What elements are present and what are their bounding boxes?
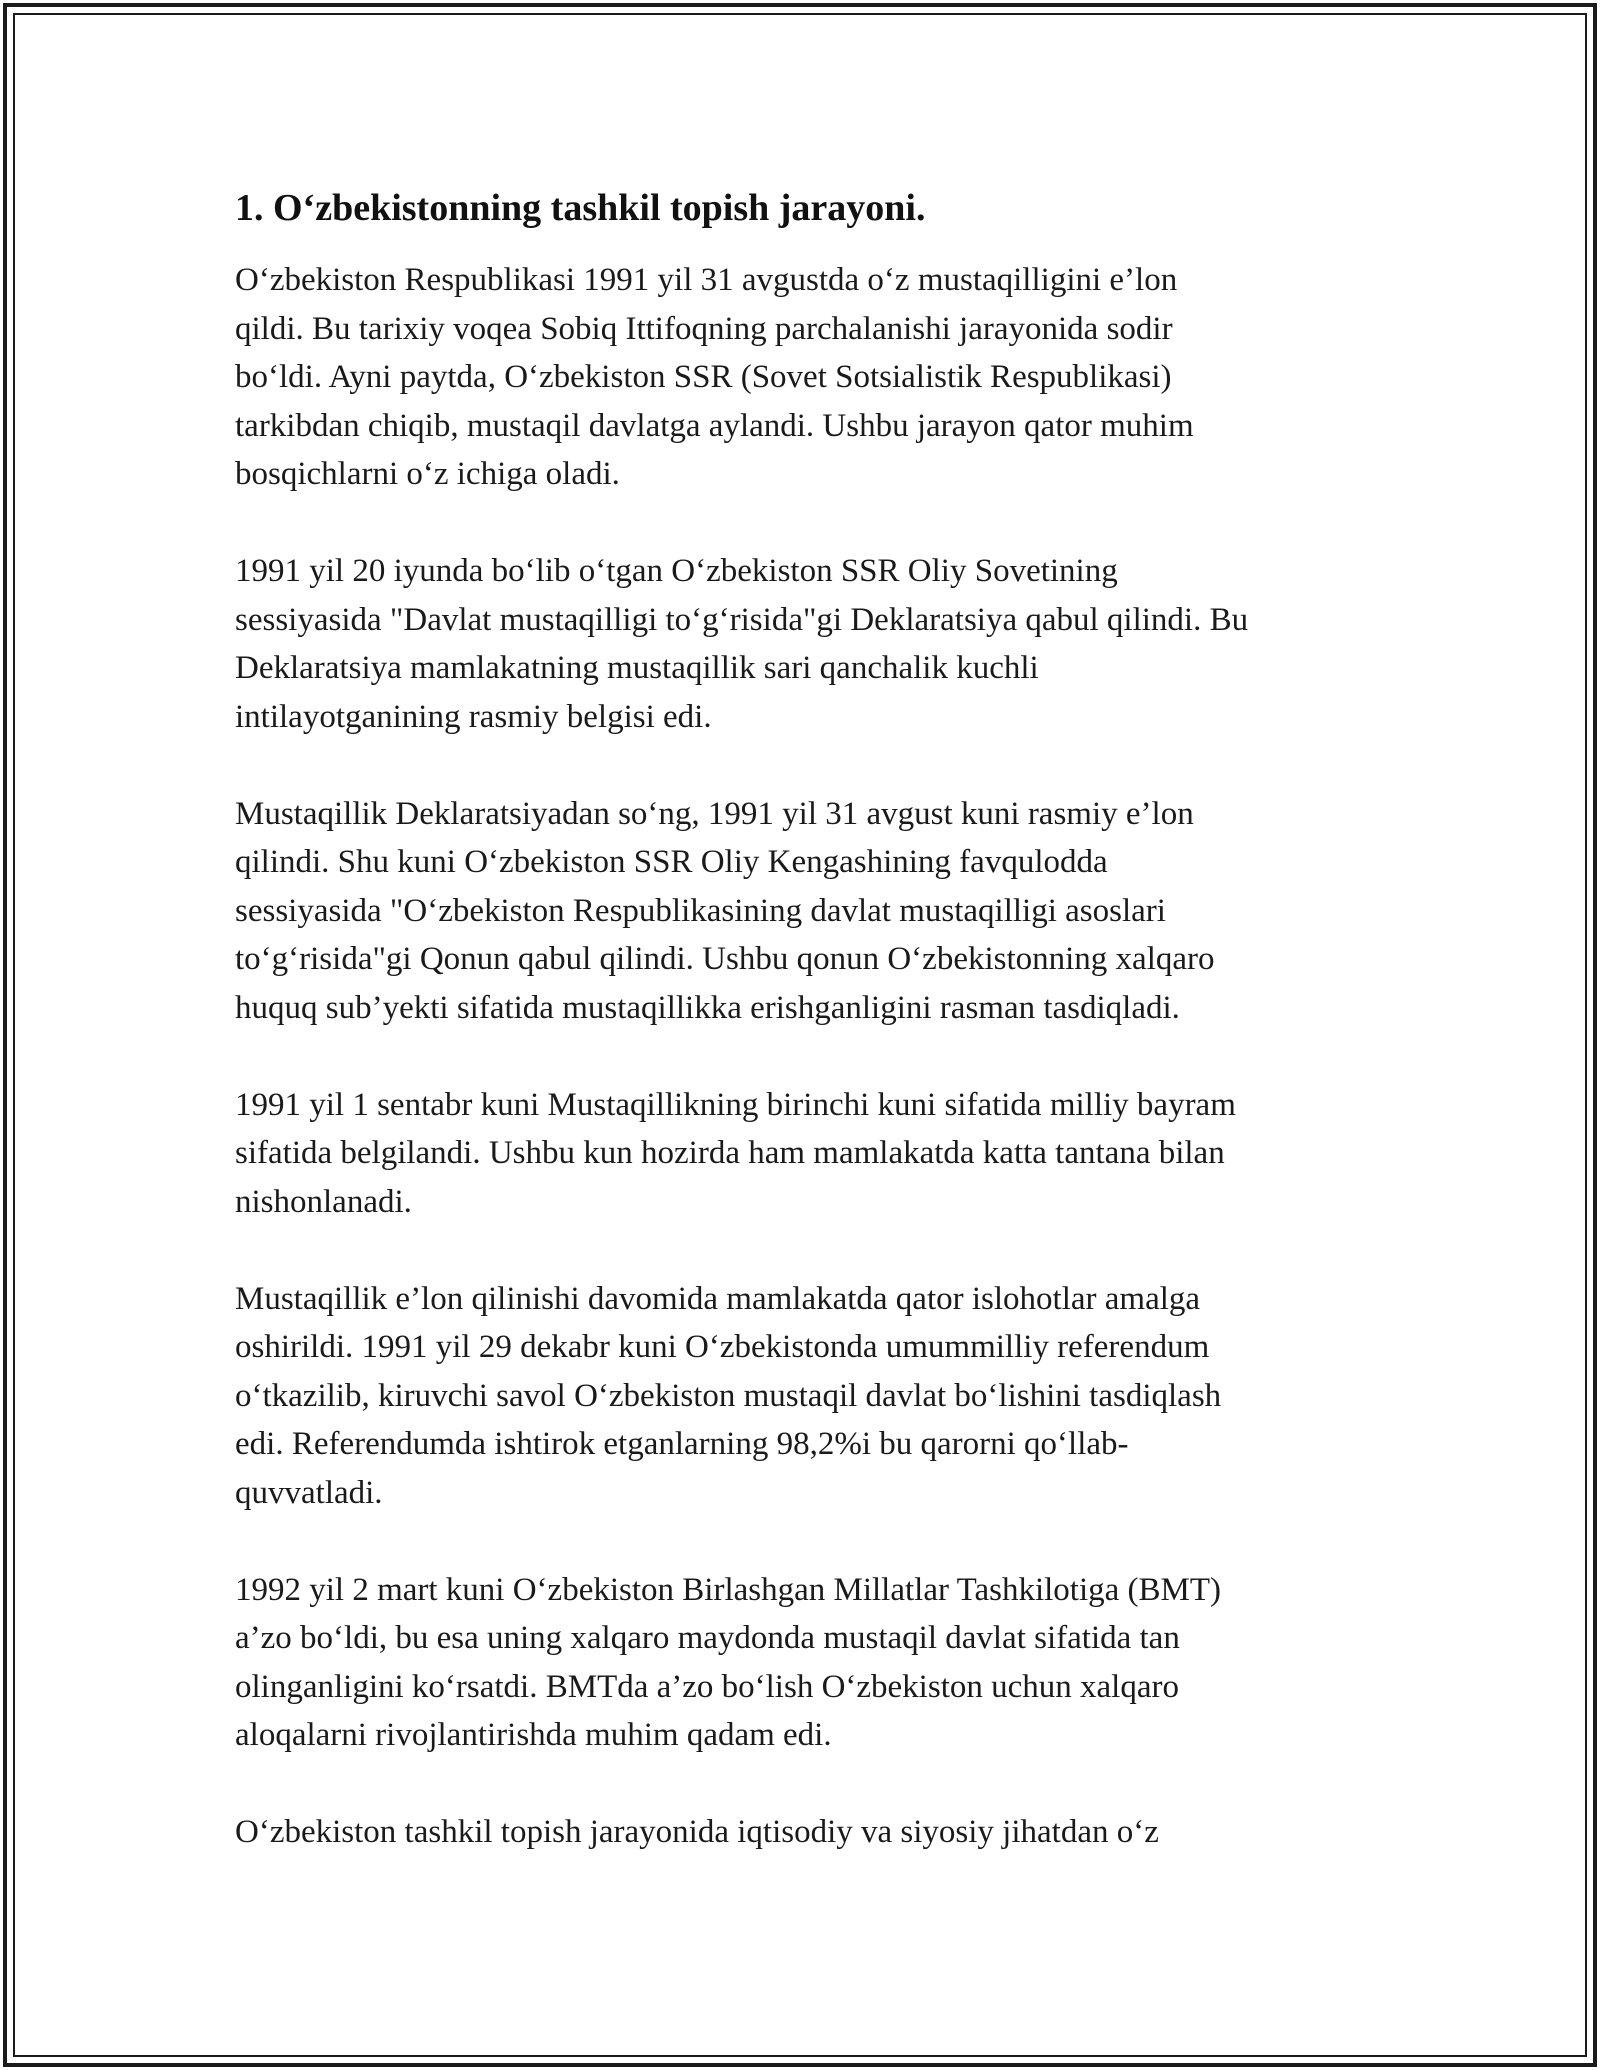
paragraph-line: aloqalarni rivojlantirishda muhim qadam edi. xyxy=(235,1717,832,1753)
paragraph-line: bosqichlarni o‘z ichiga oladi. xyxy=(235,456,620,492)
paragraph-6 xyxy=(235,1566,1365,1760)
paragraph-line: O‘zbekiston Respublikasi 1991 yil 31 avgustda o‘z mustaqilligini e’lon xyxy=(235,262,1178,298)
paragraph-4 xyxy=(235,1081,1365,1227)
paragraph-line: oshirildi. 1991 yil 29 dekabr kuni O‘zbekistonda umummilliy referendum xyxy=(235,1329,1210,1365)
paragraph-line: sessiyasida "O‘zbekiston Respublikasining davlat mustaqilligi asoslari xyxy=(235,892,1166,929)
paragraph-line: huquq sub’yekti sifatida mustaqillikka erishganligini rasman tasdiqladi. xyxy=(235,989,1180,1026)
paragraph-line: Mustaqillik Deklaratsiyadan so‘ng, 1991 yil 31 avgust kuni rasmiy e’lon xyxy=(235,795,1194,832)
paragraph-line: Mustaqillik e’lon qilinishi davomida mamlakatda qator islohotlar amalga xyxy=(235,1280,1201,1317)
paragraph-line: bo‘ldi. Ayni paytda, O‘zbekiston SSR (Sovet Sotsialistik Respublikasi) xyxy=(235,359,1172,395)
paragraph-line: 1991 yil 20 iyunda bo‘lib o‘tgan O‘zbekiston SSR Oliy Sovetining xyxy=(235,553,1118,589)
document-body xyxy=(235,184,1365,1905)
paragraph-line: quvvatladi. xyxy=(235,1474,383,1511)
paragraph-line: nishonlanadi. xyxy=(235,1183,412,1220)
paragraph-line: olinganligini ko‘rsatdi. BMTda a’zo bo‘lish O‘zbekiston uchun xalqaro xyxy=(235,1668,1179,1705)
paragraph-line: sifatida belgilandi. Ushbu kun hozirda ham mamlakatda katta tantana bilan xyxy=(235,1135,1225,1171)
paragraph-line: 1991 yil 1 sentabr kuni Mustaqillikning birinchi kuni sifatida milliy bayram xyxy=(235,1086,1236,1123)
paragraph-line: a’zo bo‘ldi, bu esa uning xalqaro maydonda mustaqil davlat sifatida tan xyxy=(235,1620,1180,1656)
paragraph-line: qildi. Bu tarixiy voqea Sobiq Ittifoqning parchalanishi jarayonida sodir xyxy=(235,310,1173,347)
paragraph-line: sessiyasida "Davlat mustaqilligi to‘g‘risida"gi Deklaratsiya qabul qilindi. Bu xyxy=(235,601,1249,638)
paragraph-5 xyxy=(235,1275,1365,1518)
paragraph-2 xyxy=(235,547,1365,741)
paragraph-line: edi. Referendumda ishtirok etganlarning 98,2%i bu qarorni qo‘llab- xyxy=(235,1426,1129,1462)
paragraph-line: o‘tkazilib, kiruvchi savol O‘zbekiston mustaqil davlat bo‘lishini tasdiqlash xyxy=(235,1377,1222,1414)
paragraph-7 xyxy=(235,1808,1365,1857)
paragraph-3 xyxy=(235,790,1365,1033)
paragraph-line: intilayotganining rasmiy belgisi edi. xyxy=(235,698,712,735)
paragraph-line: qilindi. Shu kuni O‘zbekiston SSR Oliy Kengashining favqulodda xyxy=(235,844,1108,880)
section-heading: 1. O‘zbekistonning tashkil topish jarayoni. xyxy=(235,187,926,229)
paragraph-line: tarkibdan chiqib, mustaqil davlatga aylandi. Ushbu jarayon qator muhim xyxy=(235,407,1194,444)
paragraph-line: O‘zbekiston tashkil topish jarayonida iqtisodiy va siyosiy jihatdan o‘z xyxy=(235,1814,1159,1850)
paragraph-1 xyxy=(235,256,1365,499)
paragraph-line: to‘g‘risida"gi Qonun qabul qilindi. Ushbu qonun O‘zbekistonning xalqaro xyxy=(235,941,1215,977)
paragraph-line: Deklaratsiya mamlakatning mustaqillik sari qanchalik kuchli xyxy=(235,650,1039,686)
paragraph-line: 1992 yil 2 mart kuni O‘zbekiston Birlashgan Millatlar Tashkilotiga (BMT) xyxy=(235,1571,1222,1608)
